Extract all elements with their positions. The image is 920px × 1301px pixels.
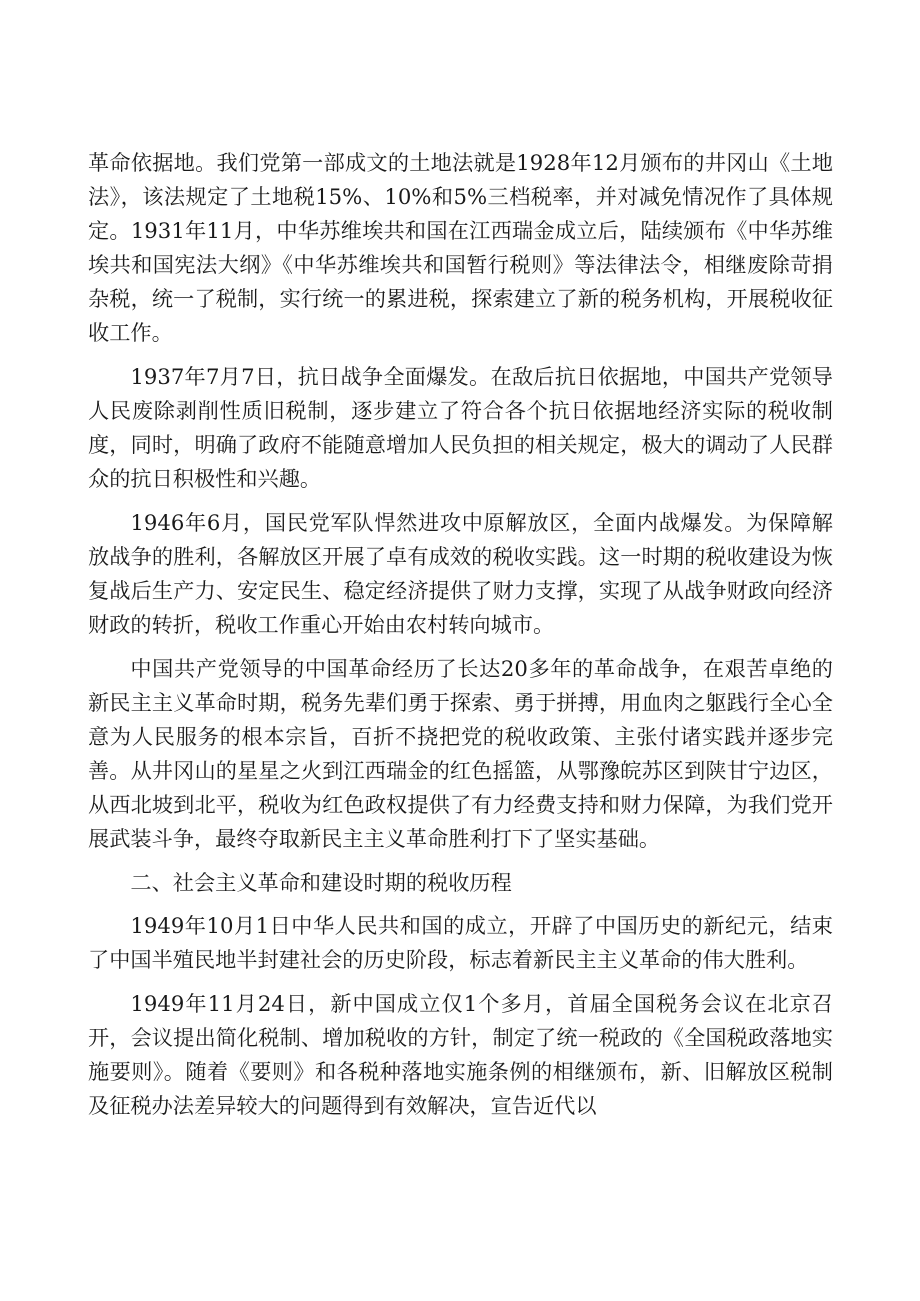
paragraph-liberation-war: 1946年6月，国民党军队悍然进攻中原解放区，全面内战爆发。为保障解放战争的胜利，各解放区开展了卓有成效的税收实践。这一时期的税收建设为恢复战后生产力、安定民生、稳定经济提供了财力支撑，实现了从战争财政向经济财政的转折，税收工作重心开始由农村转向城市。 xyxy=(88,510,833,637)
paragraph-land-law: 革命依据地。我们党第一部成文的土地法就是1928年12月颁布的井冈山《土地法》，该法规定了土地税15%、10%和5%三档税率，并对减免情况作了具体规定。1931年11月，中华苏维埃共和国在江西瑞金成立后，陆续颁布《中华苏维埃共和国宪法大纲》《中华苏维埃共和国暂行税则》等法律法令，相继废除苛捐杂税，统一了税制，实行统一的累进税，探索建立了新的税务机构，开展税收征收工作。 xyxy=(88,150,833,345)
paragraph-anti-japanese-war: 1937年7月7日，抗日战争全面爆发。在敌后抗日依据地，中国共产党领导人民废除剥削性质旧税制，逐步建立了符合各个抗日依据地经济实际的税收制度，同时，明确了政府不能随意增加人民负担的相关规定，极大的调动了人民群众的抗日积极性和兴趣。 xyxy=(88,364,833,491)
paragraph-prc-founding: 1949年10月1日中华人民共和国的成立，开辟了中国历史的新纪元，结束了中国半殖民地半封建社会的历史阶段，标志着新民主主义革命的伟大胜利。 xyxy=(88,913,833,972)
section-heading-socialist-period: 二、社会主义革命和建设时期的税收历程 xyxy=(130,870,512,895)
document-body xyxy=(88,146,833,1133)
paragraph-revolution-summary: 中国共产党领导的中国革命经历了长达20多年的革命战争，在艰苦卓绝的新民主主义革命时期，税务先辈们勇于探索、勇于拼搏，用血肉之躯践行全心全意为人民服务的根本宗旨，百折不挠把党的税收政策、主张付诸实践并逐步完善。从井冈山的星星之火到江西瑞金的红色摇篮，从鄂豫皖苏区到陕甘宁边区，从西北坡到北平，税收为红色政权提供了有力经费支持和财力保障，为我们党开展武装斗争，最终夺取新民主主义革命胜利打下了坚实基础。 xyxy=(88,656,833,851)
paragraph-first-tax-conference: 1949年11月24日，新中国成立仅1个多月，首届全国税务会议在北京召开，会议提出简化税制、增加税收的方针，制定了统一税政的《全国税政落地实施要则》。随着《要则》和各税种落地实施条例的相继颁布，新、旧解放区税制及征税办法差异较大的问题得到有效解决，宣告近代以 xyxy=(88,991,833,1118)
